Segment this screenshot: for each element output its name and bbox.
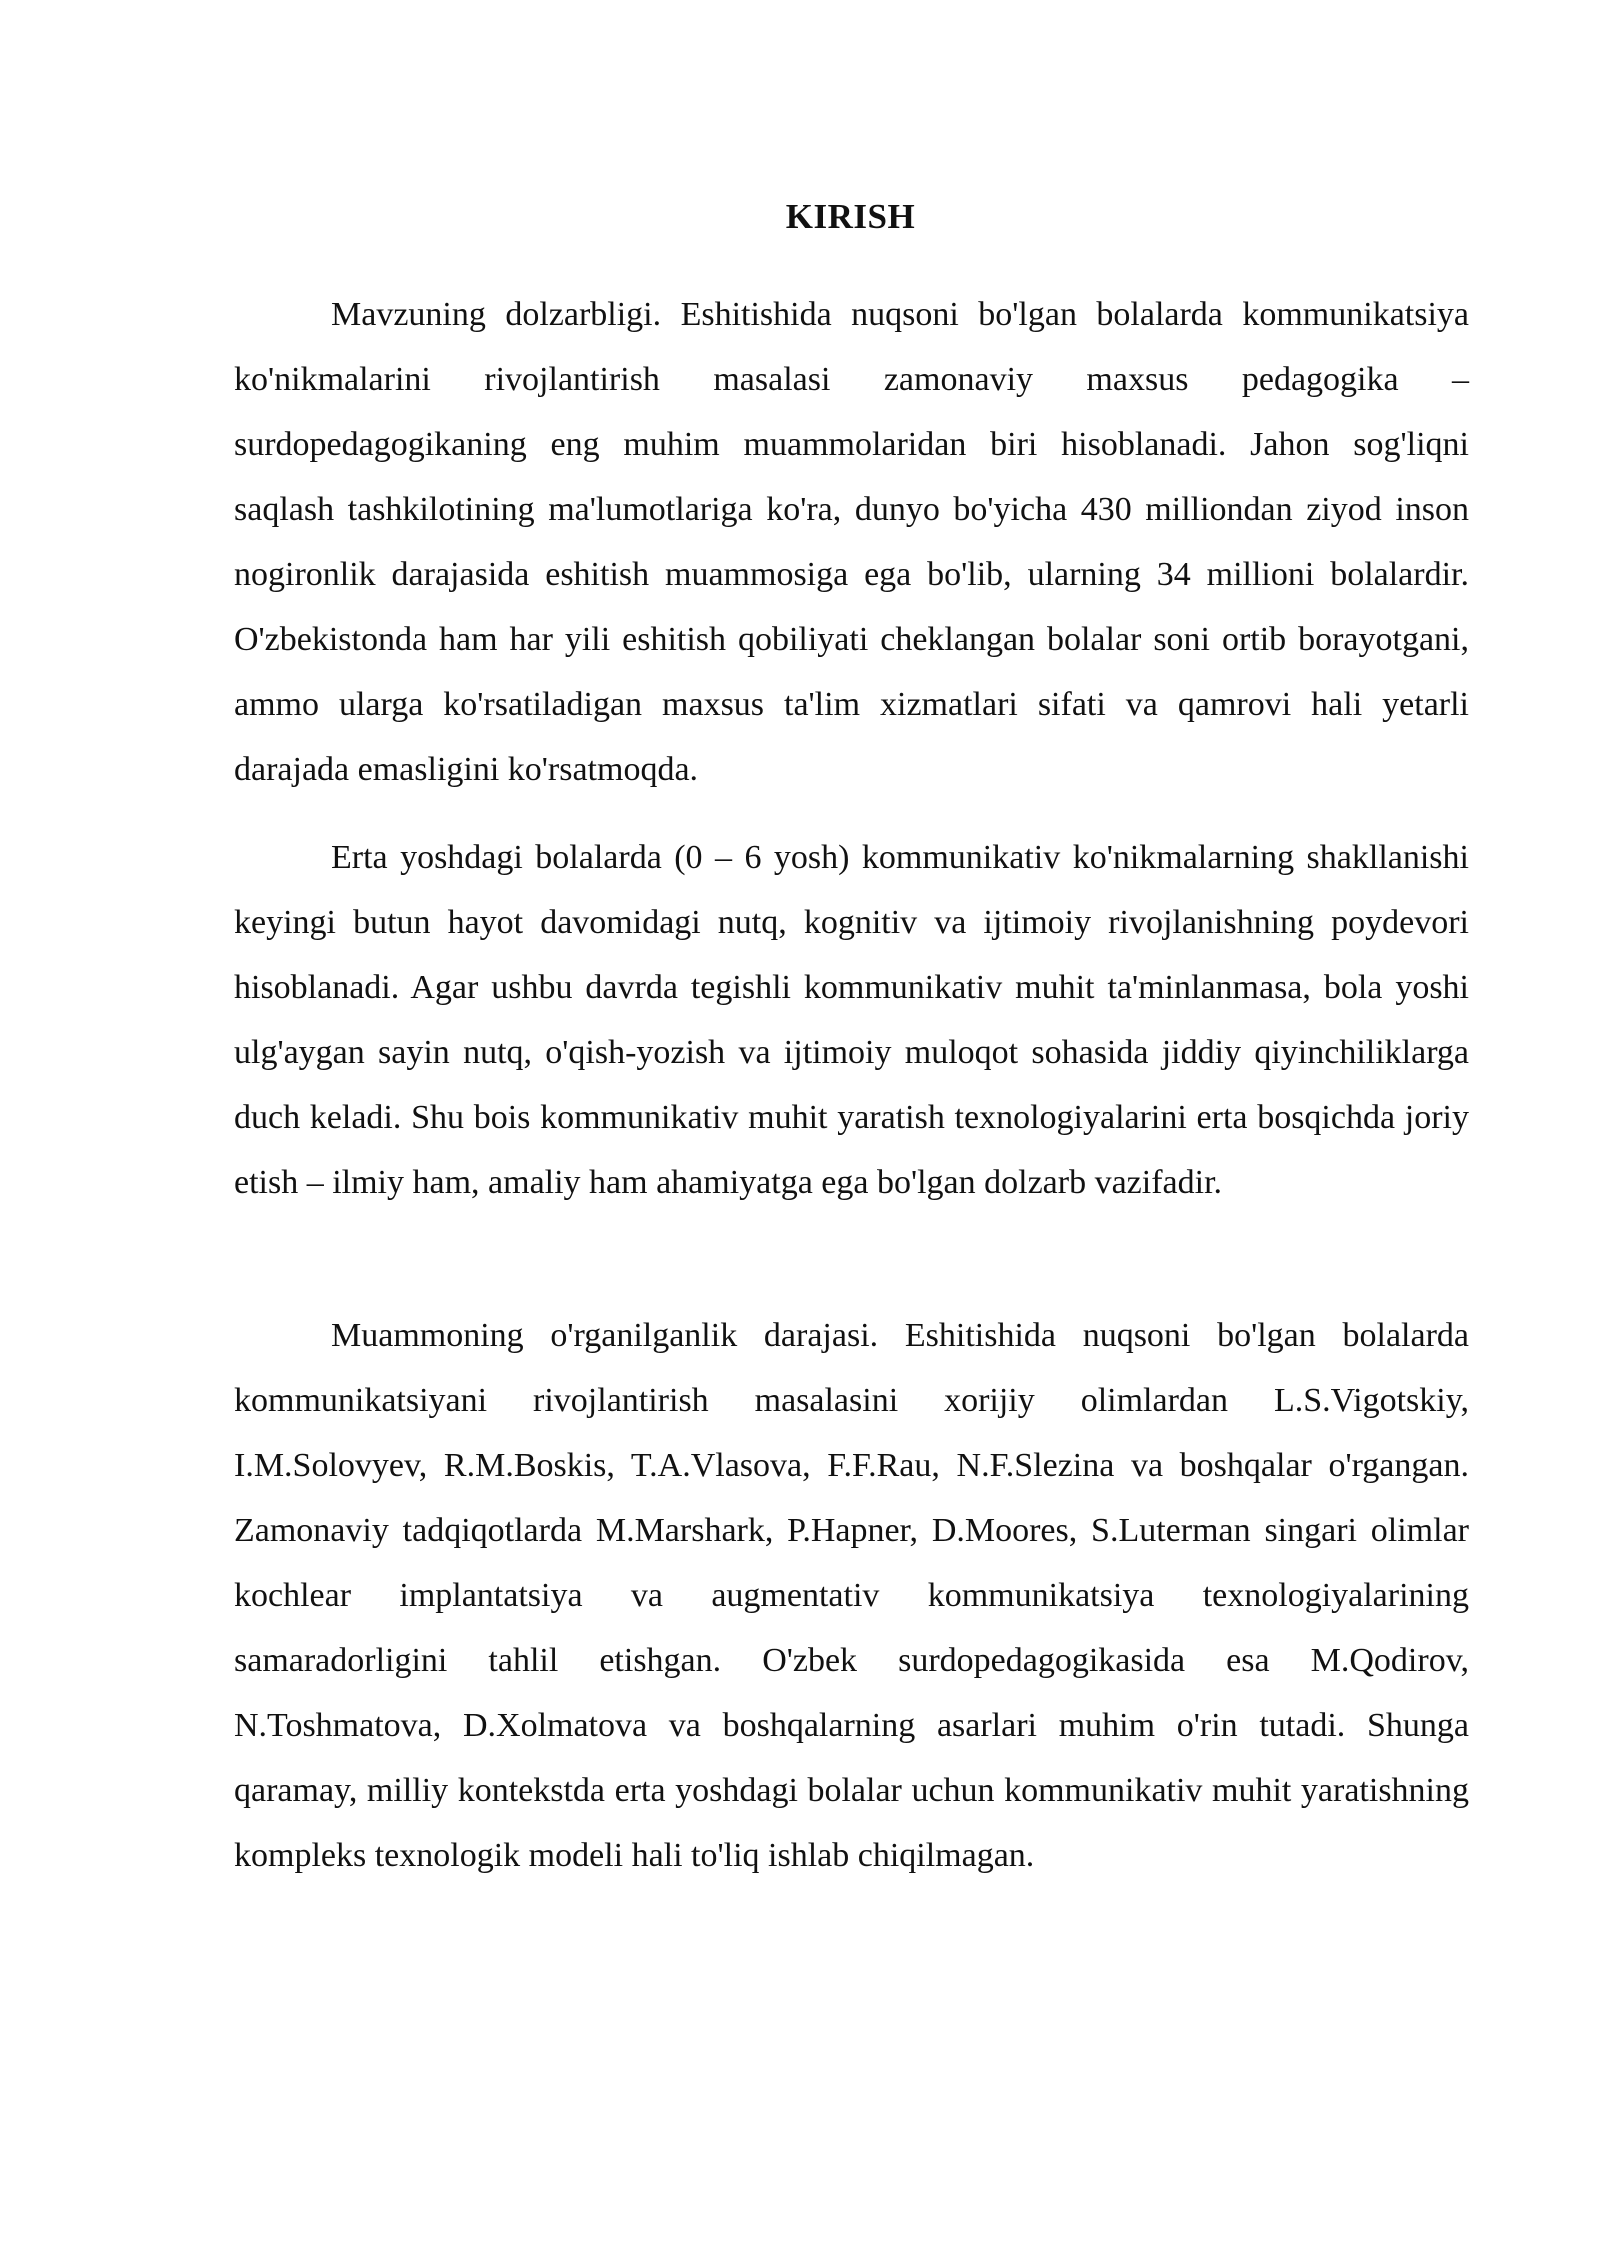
page-title: KIRISH bbox=[785, 197, 916, 236]
paragraph-early-age: Erta yoshdagi bolalarda (0 – 6 yosh) kommunikativ ko'nikmalarning shakllanishi keyingi butun hayot davomidagi nutq, kognitiv va ijtimoiy rivojlanishning poydevori hisoblanadi. Agar ushbu davrda tegishli kommunikativ muhit ta'minlanmasa, bola yoshi ulg'aygan sayin nutq, o'qish-yozish va ijtimoiy muloqot sohasida jiddiy qiyinchiliklarga duch keladi. Shu bois kommunikativ muhit yaratish texnologiyalarini erta bosqichda joriy etish – ilmiy ham, amaliy ham ahamiyatga ega bo'lgan dolzarb vazifadir. bbox=[234, 839, 1469, 1201]
paragraph-relevance: Mavzuning dolzarbligi. Eshitishida nuqsoni bo'lgan bolalarda kommunikatsiya ko'nikmalarini rivojlantirish masalasi zamonaviy maxsus pedagogika – surdopedagogikaning eng muhim muammolaridan biri hisoblanadi. Jahon sog'liqni saqlash tashkilotining ma'lumotlariga ko'ra, dunyo bo'yicha 430 milliondan ziyod inson nogironlik darajasida eshitish muammosiga ega bo'lib, ularning 34 millioni bolalardir. O'zbekistonda ham har yili eshitish qobiliyati cheklangan bolalar soni ortib borayotgani, ammo ularga ko'rsatiladigan maxsus ta'lim xizmatlari sifati va qamrovi hali yetarli darajada emasligini ko'rsatmoqda. bbox=[234, 296, 1469, 788]
paragraph-research-level: Muammoning o'rganilganlik darajasi. Eshitishida nuqsoni bo'lgan bolalarda kommunikatsiyani rivojlantirish masalasini xorijiy olimlardan L.S.Vigotskiy, I.M.Solovyev, R.M.Boskis, T.A.Vlasova, F.F.Rau, N.F.Slezina va boshqalar o'rgangan. Zamonaviy tadqiqotlarda M.Marshark, P.Hapner, D.Moores, S.Luterman singari olimlar kochlear implantatsiya va augmentativ kommunikatsiya texnologiyalarining samaradorligini tahlil etishgan. O'zbek surdopedagogikasida esa M.Qodirov, N.Toshmatova, D.Xolmatova va boshqalarning asarlari muhim o'rin tutadi. Shunga qaramay, milliy kontekstda erta yoshdagi bolalar uchun kommunikativ muhit yaratishning kompleks texnologik modeli hali to'liq ishlab chiqilmagan. bbox=[234, 1317, 1469, 1874]
